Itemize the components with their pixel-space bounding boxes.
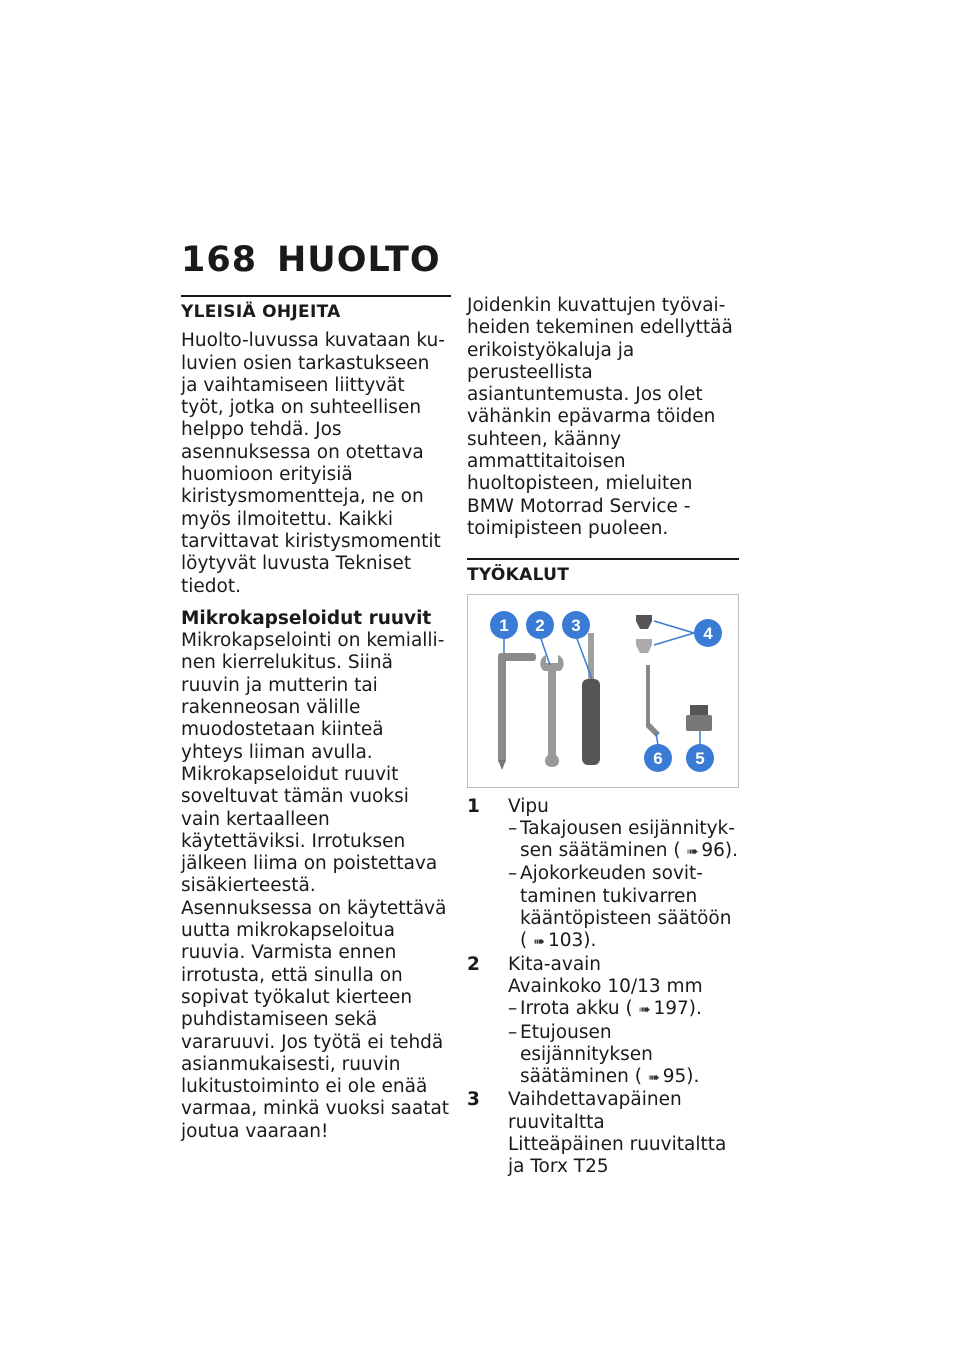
allen-key — [646, 665, 660, 737]
bit-1 — [636, 615, 652, 629]
tool-item-title: Kita-avain — [508, 953, 602, 975]
arrow-icon: ➠ — [638, 1002, 651, 1019]
subitem-text: Etujousen esijännityksen säätäminen — [520, 1021, 653, 1088]
dash-glyph: – — [508, 1021, 518, 1043]
badge-3-label: 3 — [571, 615, 581, 635]
tools-illustration — [468, 595, 738, 787]
page-reference[interactable]: ( ➠ 197). — [626, 998, 702, 1019]
tool-item-title: Vipu — [508, 795, 549, 817]
bit-2 — [636, 639, 652, 653]
lever-arm — [498, 653, 536, 661]
socket-body — [686, 715, 712, 731]
intro-paragraph: Joidenkin kuvattujen työvaiheiden tekeminen edellyttää erikoistyökaluja ja perusteellista asiantuntemusta. Jos olet vähänkin epävarma töiden suhteen, käänny ammattitaitoisen huoltopisteen, mieluiten BMW Motorrad Service -toimipisteen puoleen. — [467, 295, 733, 539]
badge-6-label: 6 — [653, 748, 663, 768]
page-header — [181, 240, 441, 280]
dash-glyph: – — [508, 863, 518, 885]
screwdriver-shaft — [588, 633, 594, 681]
tools-figure — [467, 594, 739, 788]
badge-5-label: 5 — [695, 748, 705, 768]
tool-item-number: 1 — [467, 795, 480, 817]
tool-subitem — [508, 998, 739, 1021]
chapter-title: HUOLTO — [277, 240, 441, 280]
dash-glyph: – — [508, 998, 518, 1020]
tool-item — [467, 1089, 739, 1178]
wrench-shape — [540, 655, 563, 767]
subitem-text: Takajousen esijännityksen säätäminen — [520, 817, 735, 862]
dash-glyph: – — [508, 817, 518, 839]
right-column — [467, 295, 739, 1179]
badge-1-label: 1 — [499, 615, 509, 635]
tool-item-title: Vaihdettavapäinen ruuvitaltta — [508, 1089, 682, 1133]
micro-paragraph: Mikrokapselointi on kemiallinen kierrelukitus. Siinä ruuvin ja mutterin tai rakenneosan välille muodostetaan kiinteä yhteys liiman avulla. Mikrokapseloidut ruuvit soveltuvat tämän vuoksi vain kertaalleen käytettäviksi. Irrotuksen jälkeen liima on poistettava sisäkierteestä. Asennuksessa on käytettävä uutta mikrokapseloitua ruuvia. Varmista ennen irrotusta, että sinulla on sopivat työkalut kierteen puhdistamiseen sekä vararuuvi. Jos työtä ei tehdä asianmukaisesti, ruuvin lukitustoiminto ei ole enää varmaa, minkä vuoksi saatat joutua vaaraan! — [181, 630, 450, 1142]
tool-subitem — [508, 863, 739, 953]
arrow-icon: ➠ — [648, 1070, 660, 1087]
badge-2-label: 2 — [535, 615, 545, 635]
tool-item-number: 2 — [467, 953, 480, 975]
tools-heading: TYÖKALUT — [467, 558, 739, 586]
page-reference[interactable]: ( ➠ 96). — [673, 840, 738, 861]
arrow-icon: ➠ — [686, 844, 699, 861]
tool-item-extra: Litteäpäinen ruuvitaltta ja Torx T25 — [508, 1134, 727, 1178]
badge-4-label: 4 — [703, 623, 713, 643]
screwdriver-handle — [582, 679, 600, 765]
subitem-text: Ajokorkeuden sovittaminen tukivarren kääntöpisteen säätöön — [520, 863, 732, 930]
tool-item — [467, 954, 739, 1090]
left-column — [181, 295, 451, 1143]
subitem-text: Irrota akku — [520, 998, 620, 1020]
page-reference[interactable]: ( ➠ 95). — [635, 1066, 700, 1087]
tool-subitem — [508, 1022, 739, 1090]
page-reference[interactable]: ( ➠ 103). — [520, 930, 596, 951]
general-heading: YLEISIÄ OHJEITA — [181, 295, 451, 323]
general-paragraph: Huolto-luvussa kuvataan kuluvien osien tarkastukseen ja vaihtamiseen liittyvät työt, jotka on suhteellisen helppo tehdä. Jos asennuksessa on otettava huomioon erityisiä kiristysmomentteja, ne on myös ilmoitettu. Kaikki tarvittavat kiristysmomentit löytyvät luvusta Tekniset tiedot. — [181, 330, 445, 597]
tool-item — [467, 796, 739, 954]
tool-item-extra: Avainkoko 10/13 mm — [508, 975, 703, 997]
lever-shaft — [498, 653, 506, 763]
tool-subitem — [508, 818, 739, 864]
lever-tip — [498, 760, 506, 770]
page-number: 168 — [181, 240, 258, 280]
micro-heading: Mikrokapseloidut ruuvit — [181, 607, 432, 629]
leader-lines — [504, 621, 700, 745]
arrow-icon: ➠ — [533, 934, 545, 951]
tool-item-number: 3 — [467, 1089, 480, 1111]
